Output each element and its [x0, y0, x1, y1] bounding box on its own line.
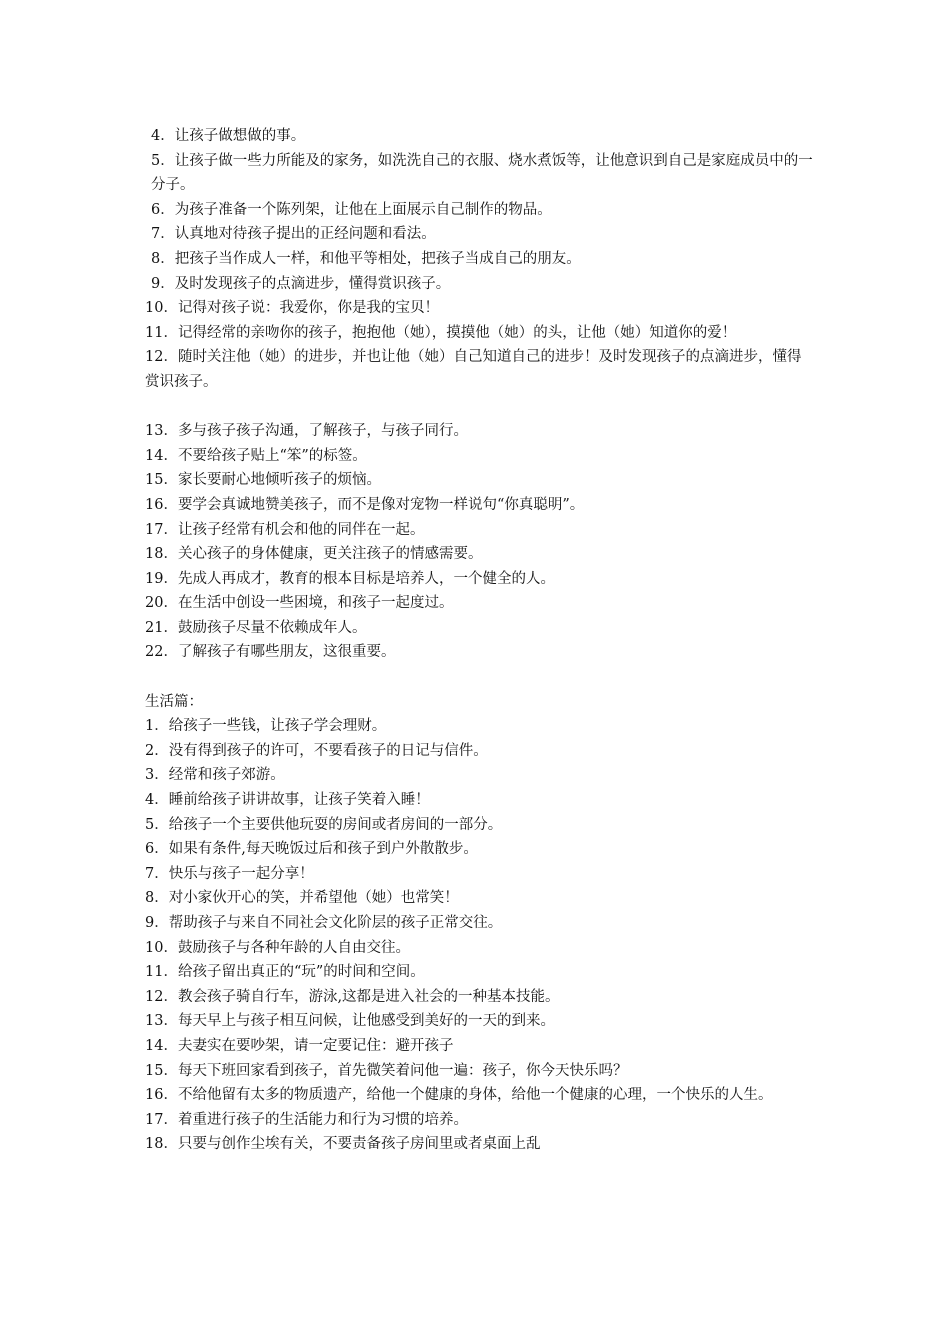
- list-item: 6．为孩子准备一个陈列架，让他在上面展示自己制作的物品。: [151, 201, 552, 218]
- section-list-3: [145, 690, 813, 1157]
- section-heading: 生活篇：: [145, 693, 203, 710]
- list-item: 1．给孩子一些钱，让孩子学会理财。: [145, 718, 387, 735]
- blank-line: [145, 395, 813, 420]
- list-item: 2．没有得到孩子的许可，不要看孩子的日记与信件。: [145, 742, 488, 759]
- list-item: 10．记得对孩子说：我爱你，你是我的宝贝！: [145, 300, 439, 317]
- section-list-1: [145, 124, 813, 395]
- list-item: 7．认真地对待孩子提出的正经问题和看法。: [151, 226, 436, 243]
- list-item: 11．记得经常的亲吻你的孩子，抱抱他（她），摸摸他（她）的头，让他（她）知道你的爱！: [145, 324, 737, 341]
- list-item: 13．多与孩子孩子沟通，了解孩子，与孩子同行。: [145, 423, 468, 440]
- section-list-2: [145, 419, 813, 665]
- list-item: 5．让孩子做一些力所能及的家务，如洗洗自己的衣服、烧水煮饭等，让他意识到自己是家庭成员中的一分子。: [151, 152, 813, 194]
- list-item: 16．不给他留有太多的物质遗产，给他一个健康的身体，给他一个健康的心理，一个快乐的人生。: [145, 1087, 773, 1104]
- list-item: 15．家长要耐心地倾听孩子的烦恼。: [145, 472, 381, 489]
- list-item: 8．对小家伙开心的笑，并希望他（她）也常笑！: [145, 890, 459, 907]
- list-item: 10．鼓励孩子与各种年龄的人自由交往。: [145, 939, 410, 956]
- list-item: 22．了解孩子有哪些朋友，这很重要。: [145, 644, 396, 661]
- list-item: 18．只要与创作尘埃有关，不要责备孩子房间里或者桌面上乱: [145, 1136, 541, 1153]
- list-item: 15．每天下班回家看到孩子，首先微笑着问他一遍：孩子，你今天快乐吗？: [145, 1062, 628, 1079]
- list-item: 8．把孩子当作成人一样，和他平等相处，把孩子当成自己的朋友。: [151, 250, 581, 267]
- list-item: 13．每天早上与孩子相互问候，让他感受到美好的一天的到来。: [145, 1013, 555, 1030]
- list-item: 20．在生活中创设一些困境，和孩子一起度过。: [145, 595, 454, 612]
- list-item: 5．给孩子一个主要供他玩耍的房间或者房间的一部分。: [145, 816, 503, 833]
- list-item: 12．随时关注他（她）的进步，并也让他（她）自己知道自己的进步！及时发现孩子的点滴进步，懂得赏识孩子。: [145, 349, 802, 390]
- list-item: 7．快乐与孩子一起分享！: [145, 865, 314, 882]
- list-item: 6．如果有条件,每天晚饭过后和孩子到户外散散步。: [145, 841, 478, 858]
- list-item: 19．先成人再成才，教育的根本目标是培养人，一个健全的人。: [145, 570, 555, 587]
- list-item: 21．鼓励孩子尽量不依赖成年人。: [145, 619, 367, 636]
- list-item: 14．夫妻实在要吵架，请一定要记住：避开孩子: [145, 1037, 454, 1054]
- list-item: 18．关心孩子的身体健康，更关注孩子的情感需要。: [145, 546, 483, 563]
- blank-line: [145, 665, 813, 690]
- document-page: [145, 124, 813, 1157]
- list-item: 17．让孩子经常有机会和他的同伴在一起。: [145, 521, 425, 538]
- list-item: 4．让孩子做想做的事。: [151, 128, 306, 144]
- list-item: 11．给孩子留出真正的“玩”的时间和空间。: [145, 964, 425, 981]
- list-item: 12．教会孩子骑自行车，游泳,这都是进入社会的一种基本技能。: [145, 988, 560, 1005]
- list-item: 14．不要给孩子贴上“笨”的标签。: [145, 447, 367, 464]
- list-item: 3．经常和孩子郊游。: [145, 767, 285, 784]
- list-item: 16．要学会真诚地赞美孩子，而不是像对宠物一样说句“你真聪明”。: [145, 496, 585, 513]
- list-item: 9．帮助孩子与来自不同社会文化阶层的孩子正常交往。: [145, 915, 503, 931]
- list-item: 4．睡前给孩子讲讲故事，让孩子笑着入睡！: [145, 792, 430, 809]
- list-item: 9．及时发现孩子的点滴进步，懂得赏识孩子。: [151, 275, 451, 292]
- list-item: 17．着重进行孩子的生活能力和行为习惯的培养。: [145, 1111, 468, 1128]
